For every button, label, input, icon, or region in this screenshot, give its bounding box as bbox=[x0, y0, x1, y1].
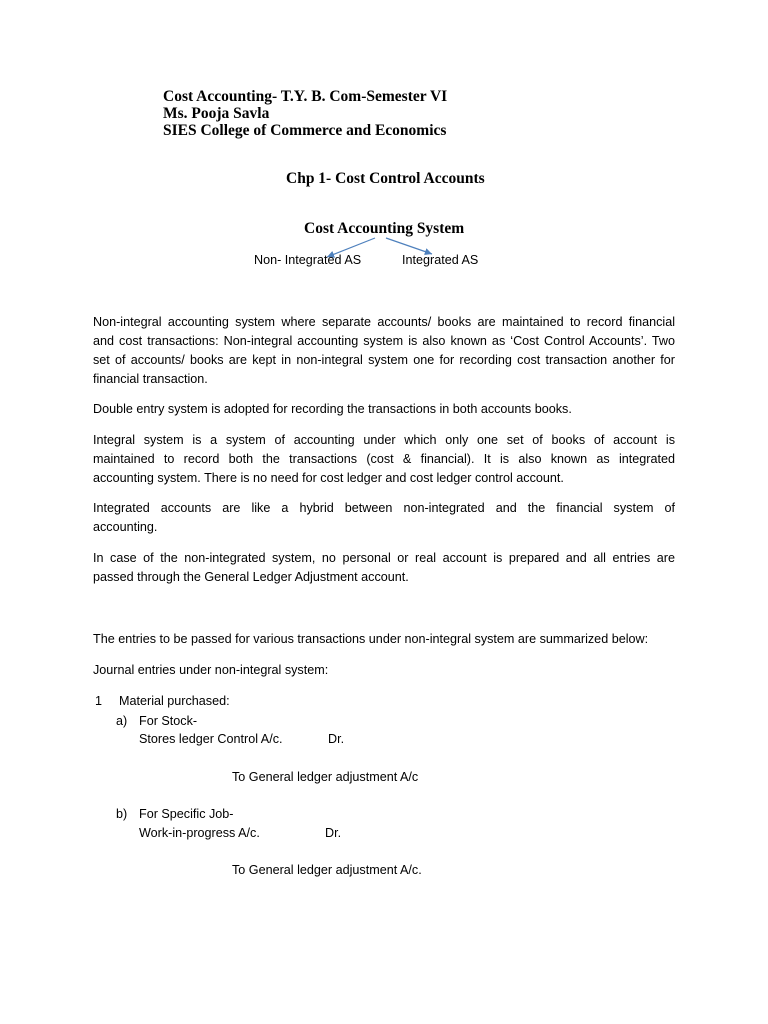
debit-marker: Dr. bbox=[325, 826, 342, 840]
chapter-title: Chp 1- Cost Control Accounts bbox=[286, 170, 485, 187]
instructor-name: Ms. Pooja Savla bbox=[163, 105, 270, 122]
college-name: SIES College of Commerce and Economics bbox=[163, 122, 447, 139]
paragraph-general-ledger bbox=[93, 549, 675, 587]
text-line: Integral system is a system of accounting under which only one set of books of account is bbox=[93, 433, 675, 447]
credit-account-general-ledger: To General ledger adjustment A/c. bbox=[232, 863, 422, 877]
text-line: accounting. bbox=[93, 520, 158, 534]
text-line: In case of the non-integrated system, no personal or real account is prepared and all entries are bbox=[93, 551, 675, 565]
text-line: passed through the General Ledger Adjustment account. bbox=[93, 570, 409, 584]
paragraph-non-integral-definition bbox=[93, 313, 675, 389]
item-label-material-purchased: Material purchased: bbox=[119, 694, 230, 708]
subitem-label-for-stock: For Stock- bbox=[139, 714, 198, 728]
paragraph-hybrid bbox=[93, 499, 675, 537]
text-line: Non-integral accounting system where separate accounts/ books are maintained to record financial bbox=[93, 315, 675, 329]
diagram-root-label: Cost Accounting System bbox=[304, 220, 465, 237]
paragraph-double-entry bbox=[93, 400, 675, 419]
subitem-label-specific-job: For Specific Job- bbox=[139, 807, 234, 821]
credit-account-general-ledger: To General ledger adjustment A/c bbox=[232, 770, 419, 784]
paragraph-integral-definition bbox=[93, 431, 675, 488]
text-line: Double entry system is adopted for recording the transactions in both accounts books. bbox=[93, 402, 572, 416]
text-line: set of accounts/ books are kept in non-integral system one for recording cost transaction another for bbox=[93, 353, 675, 367]
text-line: and cost transactions: Non-integral accounting system is also known as ‘Cost Control Accounts’. Two bbox=[93, 334, 675, 348]
subitem-marker-a: a) bbox=[116, 714, 128, 728]
diagram-right-label: Integrated AS bbox=[402, 253, 479, 267]
text-line: Integrated accounts are like a hybrid between non-integrated and the financial system of bbox=[93, 501, 675, 515]
course-title: Cost Accounting- T.Y. B. Com-Semester VI bbox=[163, 88, 448, 105]
subitem-marker-b: b) bbox=[116, 807, 128, 821]
diagram-left-label: Non- Integrated AS bbox=[254, 253, 362, 267]
text-line: Journal entries under non-integral system: bbox=[93, 663, 329, 677]
text-line: accounting system. There is no need for cost ledger and cost ledger control account. bbox=[93, 471, 564, 485]
text-line: maintained to record both the transactions (cost & financial). It is also known as integrated bbox=[93, 452, 675, 466]
diagram-arrows bbox=[0, 232, 768, 272]
text-line: financial transaction. bbox=[93, 372, 208, 386]
item-number: 1 bbox=[95, 694, 103, 708]
journal-entries-heading bbox=[93, 661, 675, 680]
debit-account-stores-ledger: Stores ledger Control A/c. bbox=[139, 732, 283, 746]
debit-marker: Dr. bbox=[328, 732, 345, 746]
text-line: The entries to be passed for various transactions under non-integral system are summarized below: bbox=[93, 632, 649, 646]
debit-account-work-in-progress: Work-in-progress A/c. bbox=[139, 826, 260, 840]
paragraph-summary-intro bbox=[93, 630, 675, 649]
